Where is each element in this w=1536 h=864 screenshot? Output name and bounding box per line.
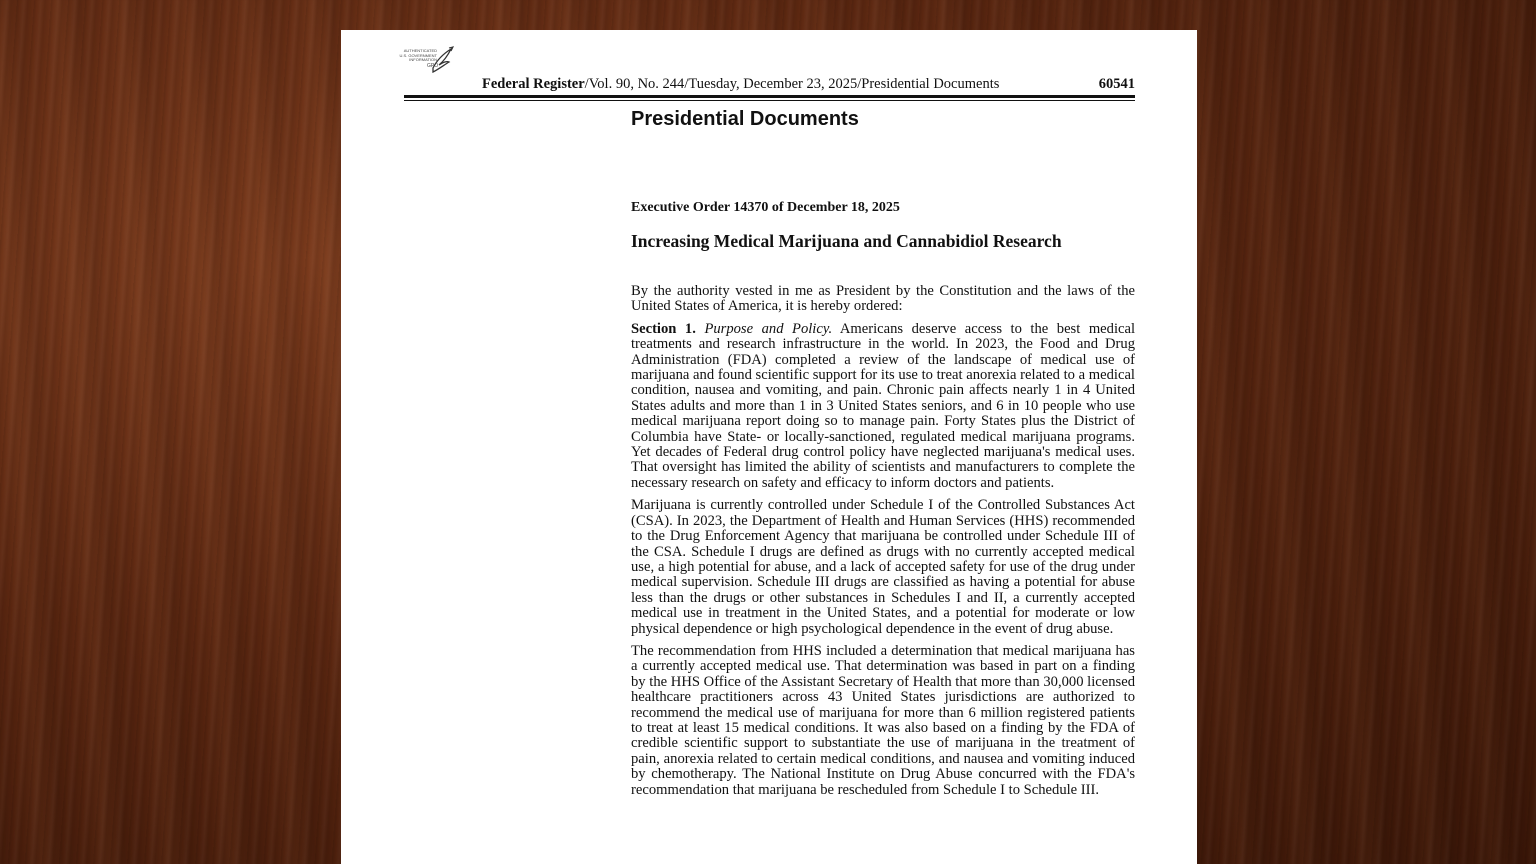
header-category: Presidential Documents [861, 76, 1000, 92]
volume-info: Vol. 90, No. 244 [588, 76, 685, 92]
section-1-text: Americans deserve access to the best medical treatments and research infrastructure in the world. In 2023, the Food and Drug Administration (FDA) completed a review of the landscape of medical use of marijuana and found scientific support for its use to treat anorexia related to a medical condition, nausea and vomiting, and pain. Chronic pain affects nearly 1 in 4 United States adults and more than 1 in 3 United States seniors, and 6 in 10 people who use medical marijuana report doing so to manage pain. Forty States plus the District of Columbia have State- or locally-sanctioned, regulated medical marijuana programs. Yet decades of Federal drug control policy have neglected marijuana's medical uses. That oversight has limited the ability of scientists and manufacturers to complete the necessary research on safety and efficacy to inform doctors and patients. [631, 320, 1136, 491]
header-rule-thin [404, 100, 1135, 101]
paragraph-2: Marijuana is currently controlled under Schedule I of the Controlled Substances Act (CSA). In 2023, the Department of Health and Human Services (HHS) recommended to the Drug Enforcement Agency that marijuana be controlled under Schedule III of the CSA. Schedule I drugs are defined as drugs with no currently accepted medical use, a high potential for abuse, and a lack of accepted safety for use of the drug under medical supervision. Schedule III drugs are classified as having a potential for abuse less than the drugs or other substances in Schedules I and II, a currently accepted medical use in treatment in the United States, and a potential for moderate or low physical dependence or high psychological dependence in the event of drug abuse. [631, 497, 1135, 637]
section-1-label: Section 1. [631, 320, 696, 337]
document-page [341, 30, 1197, 864]
executive-order-number: Executive Order 14370 of December 18, 2025 [631, 200, 900, 215]
executive-order-title: Increasing Medical Marijuana and Cannabidiol Research [631, 231, 1062, 251]
running-header: Federal Register/Vol. 90, No. 244/Tuesday, December 23, 2025/Presidential Documents [482, 76, 1000, 92]
section-heading: Presidential Documents [631, 108, 859, 130]
journal-name: Federal Register [482, 76, 585, 92]
preamble-paragraph: By the authority vested in me as President by the Constitution and the laws of the United States of America, it is hereby ordered: [631, 283, 1135, 315]
header-rule-thick [404, 95, 1135, 98]
eagle-icon [429, 46, 455, 74]
logo-text: AUTHENTICATED U.S. GOVERNMENT INFORMATION [399, 48, 437, 62]
paragraph-3: The recommendation from HHS included a determination that medical marijuana has a currently accepted medical use. That determination was based in part on a finding by the HHS Office of the Assistant Secretary of Health that more than 30,000 licensed healthcare practitioners across 43 United States jurisdictions are authorized to recommend the medical use of marijuana for more than 6 million registered patients to treat at least 15 medical conditions. It was also based on a finding by the FDA of credible scientific support to substantiate the use of marijuana in the treatment of pain, anorexia related to certain medical conditions, and nausea and vomiting induced by chemotherapy. The National Institute on Drug Abuse concurred with the FDA's recommendation that marijuana be rescheduled from Schedule I to Schedule III. [631, 642, 1135, 798]
page-number: 60541 [1098, 76, 1135, 92]
issue-date: Tuesday, December 23, 2025 [688, 76, 858, 92]
logo-gpo: GPO [427, 63, 439, 69]
section-1-paragraph [631, 322, 1135, 491]
document-body [631, 284, 1135, 805]
gpo-authentication-logo [399, 46, 459, 76]
section-1-title: Purpose and Policy. [704, 320, 833, 337]
